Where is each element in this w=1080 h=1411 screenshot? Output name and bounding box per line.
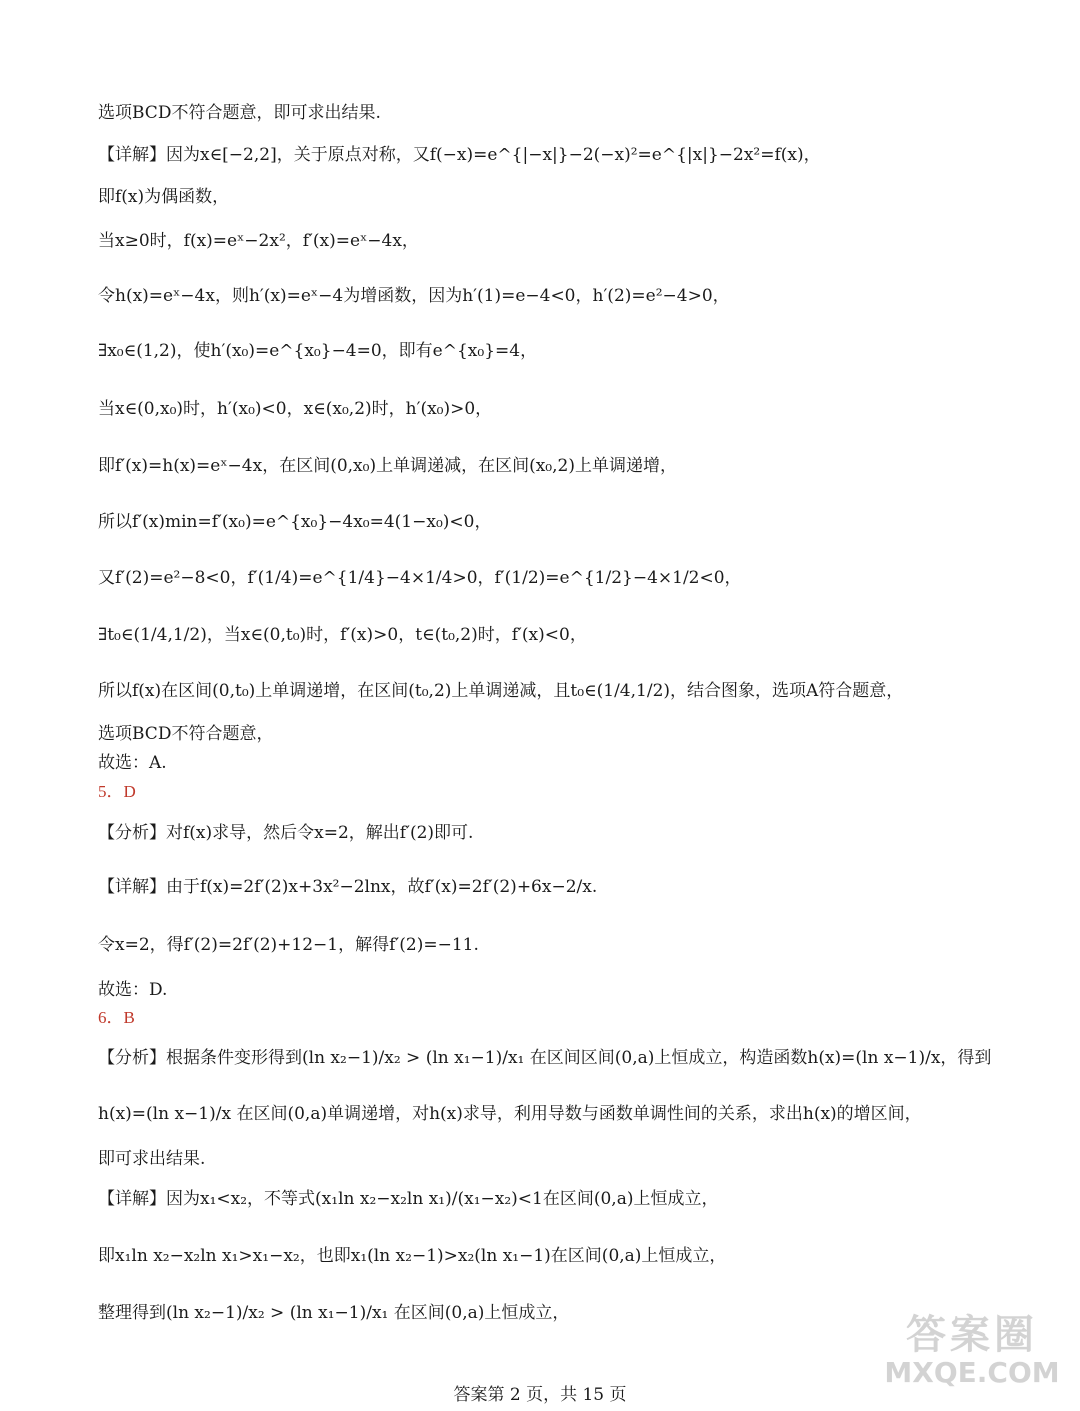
- page-footer: 答案第 2 页，共 15 页: [453, 1385, 627, 1405]
- text-line: 故选：A.: [98, 753, 167, 773]
- text-line: 选项BCD不符合题意，即可求出结果.: [98, 103, 381, 123]
- text-line: 【分析】对f(x)求导，然后令x=2，解出f′(2)即可.: [98, 823, 474, 843]
- text-line: 所以f′(x)min=f′(x₀)=e^{x₀}−4x₀=4(1−x₀)<0，: [98, 512, 492, 532]
- text-line: 即f′(x)=h(x)=eˣ−4x，在区间(0,x₀)上单调递减，在区间(x₀,2)上单调递增，: [98, 456, 677, 476]
- text-line: 令x=2，得f′(2)=2f′(2)+12−1，解得f′(2)=−11.: [98, 935, 479, 955]
- text-line: 当x∈(0,x₀)时，h′(x₀)<0，x∈(x₀,2)时，h′(x₀)>0，: [98, 399, 493, 419]
- text-line: 整理得到(ln x₂−1)/x₂ > (ln x₁−1)/x₁ 在区间(0,a)上恒成立，: [98, 1303, 570, 1323]
- answer-heading: 5．D: [98, 782, 136, 801]
- text-line: 又f′(2)=e²−8<0，f′(1/4)=e^{1/4}−4×1/4>0，f′(1/2)=e^{1/2}−4×1/2<0，: [98, 568, 742, 588]
- text-line: 即x₁ln x₂−x₂ln x₁>x₁−x₂，也即x₁(ln x₂−1)>x₂(ln x₁−1)在区间(0,a)上恒成立，: [98, 1246, 727, 1266]
- watermark-logo: [882, 1312, 1062, 1402]
- text-line: 故选：D.: [98, 980, 168, 1000]
- text-line: ∃t₀∈(1/4,1/2)，当x∈(0,t₀)时，f′(x)>0，t∈(t₀,2)时，f′(x)<0，: [98, 625, 587, 645]
- answer-heading: 6．B: [98, 1008, 135, 1027]
- text-line: 【详解】因为x∈[−2,2]，关于原点对称，又f(−x)=e^{|−x|}−2(−x)²=e^{|x|}−2x²=f(x)，: [98, 145, 821, 165]
- text-line: 当x≥0时，f(x)=eˣ−2x²，f′(x)=eˣ−4x，: [98, 231, 419, 251]
- text-line: 所以f(x)在区间(0,t₀)上单调递增，在区间(t₀,2)上单调递减，且t₀∈(1/4,1/2)，结合图象，选项A符合题意，: [98, 681, 904, 701]
- text-line: 【详解】由于f(x)=2f′(2)x+3x²−2lnx，故f′(x)=2f′(2)+6x−2/x.: [98, 877, 598, 897]
- text-line: 选项BCD不符合题意，: [98, 724, 274, 744]
- text-line: 【详解】因为x₁<x₂，不等式(x₁ln x₂−x₂ln x₁)/(x₁−x₂)<1在区间(0,a)上恒成立，: [98, 1189, 719, 1209]
- text-line: h(x)=(ln x−1)/x 在区间(0,a)单调递增，对h(x)求导，利用导数与函数单调性间的关系，求出h(x)的增区间，: [98, 1104, 922, 1124]
- text-line: 【分析】根据条件变形得到(ln x₂−1)/x₂ > (ln x₁−1)/x₁ 在区间区间(0,a)上恒成立，构造函数h(x)=(ln x−1)/x，得到: [98, 1048, 992, 1068]
- watermark-url: MXQE.COM: [884, 1356, 1060, 1389]
- text-line: 即可求出结果.: [98, 1149, 206, 1169]
- text-line: ∃x₀∈(1,2)，使h′(x₀)=e^{x₀}−4=0，即有e^{x₀}=4，: [98, 341, 538, 361]
- text-line: 即f(x)为偶函数，: [98, 187, 230, 207]
- text-line: 令h(x)=eˣ−4x，则h′(x)=eˣ−4为增函数，因为h′(1)=e−4<0，h′(2)=e²−4>0，: [98, 286, 730, 306]
- watermark-text: 答案圈: [906, 1312, 1038, 1358]
